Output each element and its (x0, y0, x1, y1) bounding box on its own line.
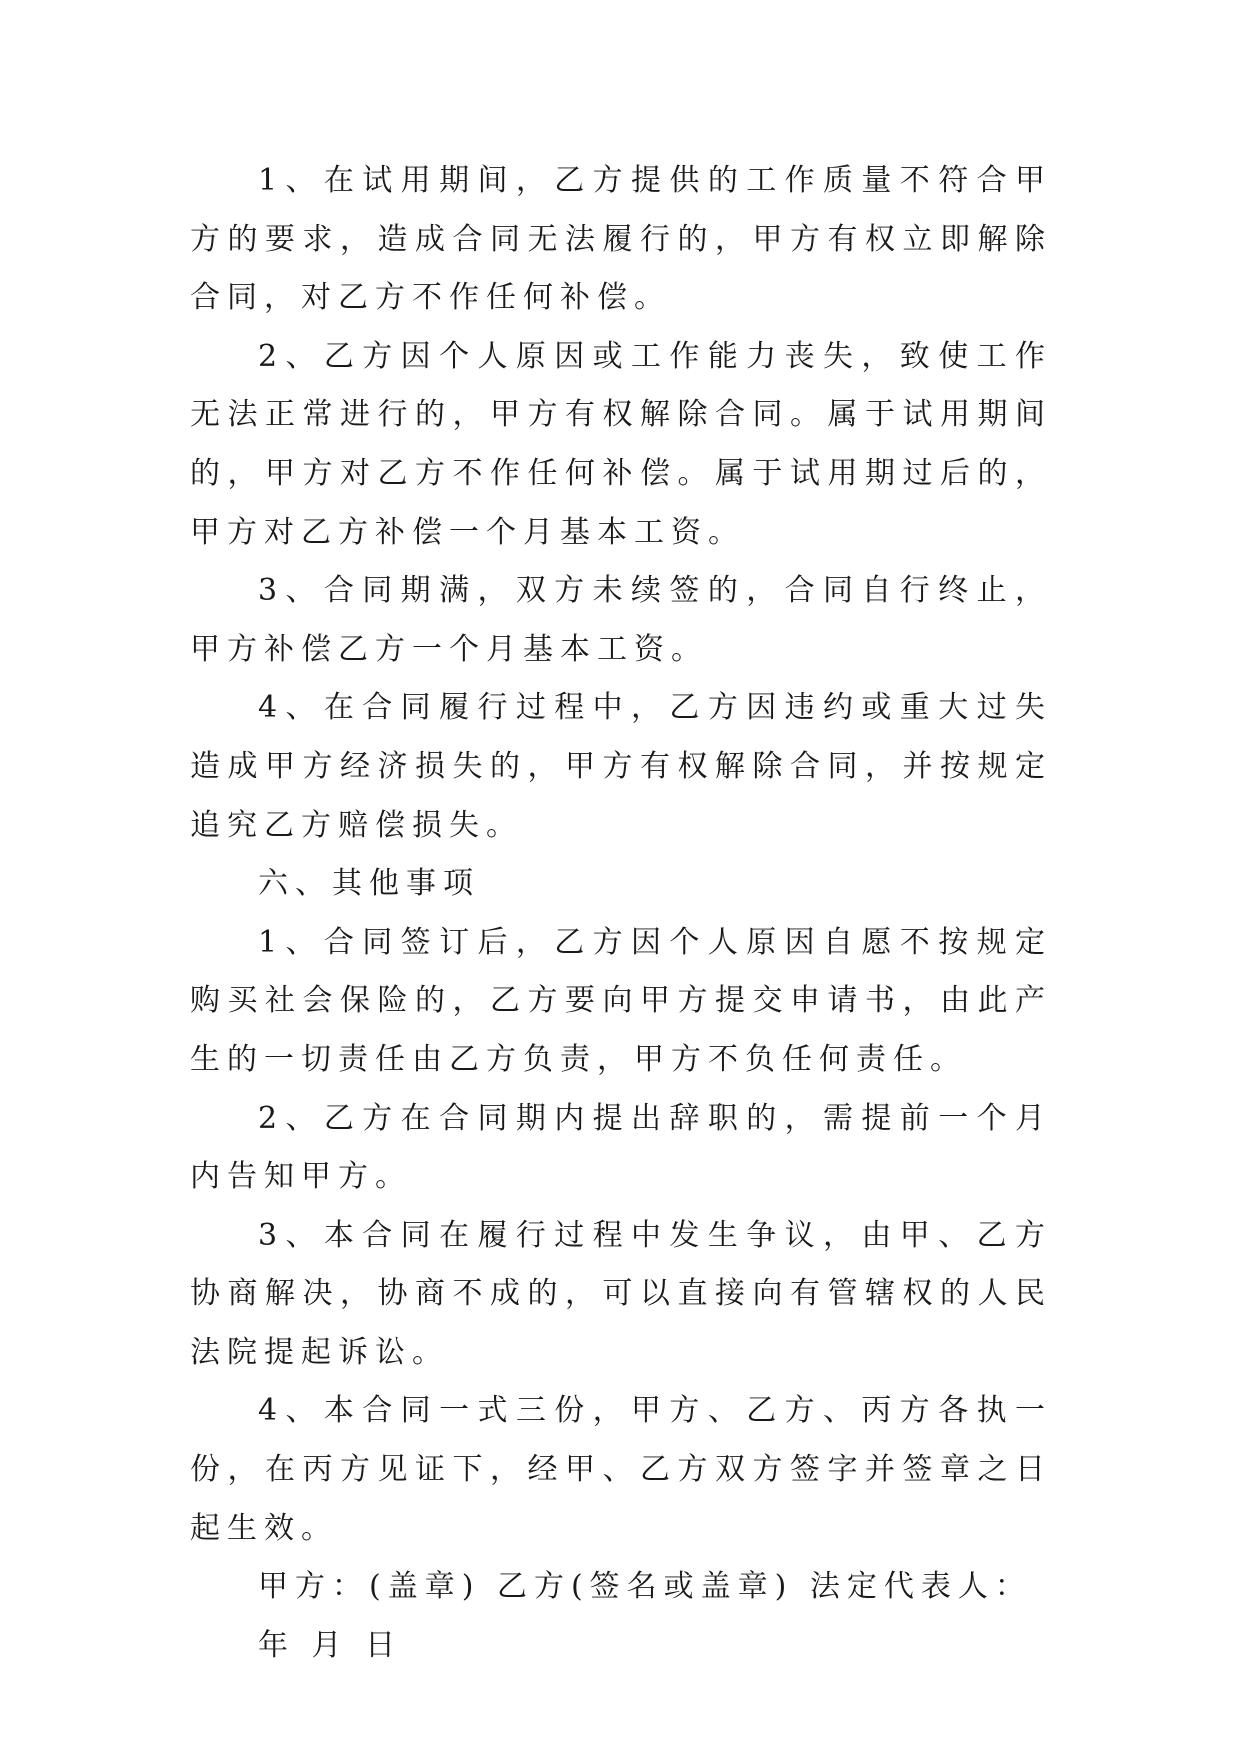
clause-copies-and-effect: 4、本合同一式三份，甲方、乙方、丙方各执一份，在丙方见证下，经甲、乙方双方签字并签章之日起生效。 (190, 1393, 1052, 1546)
signature-line: 甲方：(盖章) 乙方(签名或盖章) 法定代表人： (258, 1569, 1032, 1605)
clause-breach-of-contract: 4、在合同履行过程中，乙方因违约或重大过失造成甲方经济损失的，甲方有权解除合同，并按规定追究乙方赔偿损失。 (190, 690, 1052, 843)
clause-trial-period-quality: 1、在试用期间，乙方提供的工作质量不符合甲方的要求，造成合同无法履行的，甲方有权立即解除合同，对乙方不作任何补偿。 (190, 163, 1052, 316)
clause-resignation-notice: 2、乙方在合同期内提出辞职的，需提前一个月内告知甲方。 (190, 1100, 1052, 1195)
section-heading-other-matters: 六、其他事项 (258, 866, 480, 902)
clause-social-insurance: 1、合同签订后，乙方因个人原因自愿不按规定购买社会保险的，乙方要向甲方提交申请书，由此产生的一切责任由乙方负责，甲方不负任何责任。 (190, 924, 1052, 1077)
clause-contract-expiry: 3、合同期满，双方未续签的，合同自行终止，甲方补偿乙方一个月基本工资。 (190, 573, 1052, 667)
document-body (190, 152, 1052, 1675)
clause-personal-reasons: 2、乙方因个人原因或工作能力丧失，致使工作无法正常进行的，甲方有权解除合同。属于试用期间的，甲方对乙方不作任何补偿。属于试用期过后的，甲方对乙方补偿一个月基本工资。 (190, 338, 1052, 550)
date-line: 年 月 日 (258, 1627, 403, 1663)
clause-dispute-resolution: 3、本合同在履行过程中发生争议，由甲、乙方协商解决，协商不成的，可以直接向有管辖权的人民法院提起诉讼。 (190, 1217, 1052, 1370)
